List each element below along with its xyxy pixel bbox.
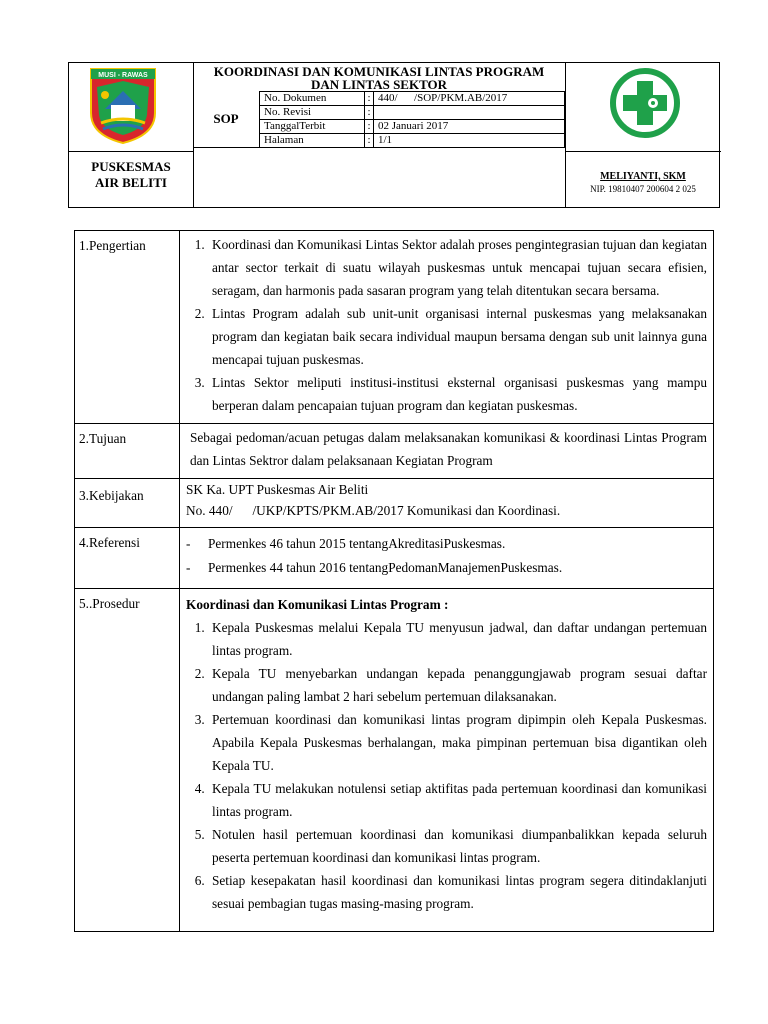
- puskesmas-name-line: PUSKESMAS: [91, 159, 171, 174]
- section-row-tujuan: [75, 424, 714, 479]
- section-label: 5..Prosedur: [75, 589, 180, 932]
- policy-line: SK Ka. UPT Puskesmas Air Beliti: [186, 482, 369, 497]
- sop-header: [68, 62, 720, 208]
- signer-block: [565, 171, 721, 195]
- list-item: 2. Kepala TU menyebarkan undangan kepada penanggungjawab program sesuai daftar undangan paling lambat 2 hari sebelum pertemuan dilaksanakan.: [208, 662, 707, 708]
- meta-row: [260, 134, 565, 148]
- policy-line: No. 440/ /UKP/KPTS/PKM.AB/2017 Komunikasi dan Koordinasi.: [186, 503, 561, 518]
- list-item: - Permenkes 46 tahun 2015 tentangAkreditasiPuskesmas.: [186, 532, 707, 556]
- list-item: 3. Pertemuan koordinasi dan komunikasi lintas program dipimpin oleh Kepala Puskesmas. Apabila Kepala Puskesmas berhalangan, maka pimpinan pertemuan bisa digantikan oleh Kepala TU.: [208, 708, 707, 777]
- section-content: [180, 589, 714, 932]
- list-item: 6. Setiap kesepakatan hasil koordinasi dan komunikasi lintas program segera ditindaklanjuti sesuai pembagian tugas masing-masing program.: [208, 869, 707, 915]
- sop-content-table: [74, 230, 714, 932]
- meta-separator: :: [365, 92, 374, 106]
- list-item: 3. Lintas Sektor meliputi institusi-institusi eksternal organisasi puskesmas yang mampu berperan dalam pencapaian tujuan program dan kegiatan puskesmas.: [208, 371, 707, 417]
- meta-value: 1/1: [374, 134, 565, 148]
- list-item: 5. Notulen hasil pertemuan koordinasi dan komunikasi diumpanbalikkan kepada seluruh peserta pertemuan koordinasi dan komunikasi lintas program.: [208, 823, 707, 869]
- document-title-line: DAN LINTAS SEKTOR: [310, 77, 448, 92]
- document-title-line: KOORDINASI DAN KOMUNIKASI LINTAS PROGRAM: [213, 64, 545, 79]
- definition-list: [186, 233, 707, 417]
- signer-nip: NIP. 19810407 200604 2 025: [590, 184, 696, 194]
- meta-row: [260, 92, 565, 106]
- section-content: [180, 231, 714, 424]
- section-label: 3.Kebijakan: [75, 479, 180, 528]
- meta-value: 440/ /SOP/PKM.AB/2017: [374, 92, 565, 106]
- list-item: 1. Koordinasi dan Komunikasi Lintas Sektor adalah proses pengintegrasian tujuan dan kegiatan antar sector terkait di suatu wilayah puskesmas untuk mencapai tujuan secara efisien, seragam, dan harmonis pada sasaran program yang telah ditentukan secara bersama.: [208, 233, 707, 302]
- section-row-prosedur: [75, 589, 714, 932]
- reference-list: [186, 532, 707, 580]
- list-item: 4. Kepala TU melakukan notulensi setiap aktifitas pada pertemuan koordinasi dan komunikasi lintas program.: [208, 777, 707, 823]
- puskesmas-cross-emblem-icon: [609, 67, 681, 139]
- list-item: 1. Kepala Puskesmas melalui Kepala TU menyusun jadwal, dan daftar undangan pertemuan lintas program.: [208, 616, 707, 662]
- section-content: [180, 528, 714, 589]
- puskesmas-name-line: AIR BELITI: [95, 175, 167, 190]
- puskesmas-name: [69, 159, 193, 191]
- header-divider: [565, 151, 721, 152]
- section-label: 4.Referensi: [75, 528, 180, 589]
- section-row-referensi: [75, 528, 714, 589]
- list-item: 2. Lintas Program adalah sub unit-unit organisasi internal puskesmas yang melaksanakan program dan kegiatan baik secara individual maupun bersama dengan sub unit lainnya guna mencapai tujuan puskesmas.: [208, 302, 707, 371]
- meta-value: 02 Januari 2017: [374, 120, 565, 134]
- procedure-heading: Koordinasi dan Komunikasi Lintas Program :: [186, 597, 449, 612]
- section-label: 2.Tujuan: [75, 424, 180, 479]
- procedure-list: [186, 616, 707, 915]
- section-label: 1.Pengertian: [75, 231, 180, 424]
- list-item: - Permenkes 44 tahun 2016 tentangPedomanManajemenPuskesmas.: [186, 556, 707, 580]
- section-row-pengertian: [75, 231, 714, 424]
- meta-separator: :: [365, 120, 374, 134]
- document-title: [193, 63, 565, 91]
- meta-row: [260, 120, 565, 134]
- meta-key: Halaman: [260, 134, 365, 148]
- meta-key: TanggalTerbit: [260, 120, 365, 134]
- meta-separator: :: [365, 106, 374, 120]
- meta-key: No. Revisi: [260, 106, 365, 120]
- section-content: [180, 479, 714, 528]
- meta-value: [374, 106, 565, 120]
- section-row-kebijakan: [75, 479, 714, 528]
- section-content: Sebagai pedoman/acuan petugas dalam melaksanakan komunikasi & koordinasi Lintas Program dan Lintas Sektror dalam pelaksanaan Kegiatan Program: [180, 424, 714, 479]
- sop-label: SOP: [213, 111, 239, 126]
- meta-row: [260, 106, 565, 120]
- header-divider: [69, 151, 193, 152]
- meta-key: No. Dokumen: [260, 92, 365, 106]
- meta-separator: :: [365, 134, 374, 148]
- musi-rawas-emblem-icon: [87, 65, 159, 145]
- signer-name: MELIYANTI, SKM: [600, 171, 686, 182]
- logo-text: MUSI - RAWAS: [98, 72, 148, 79]
- document-meta-table: [259, 91, 565, 148]
